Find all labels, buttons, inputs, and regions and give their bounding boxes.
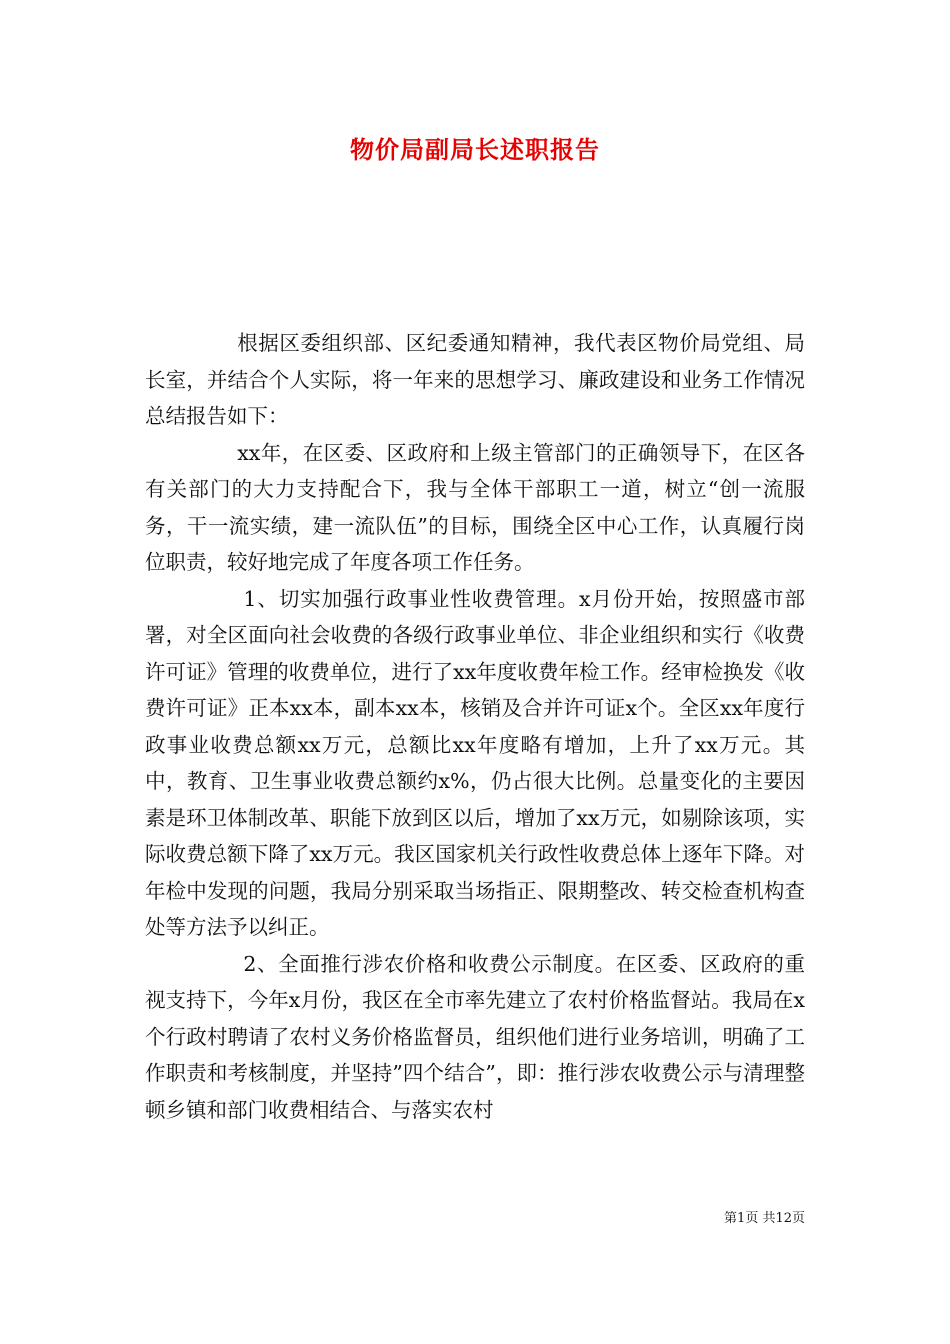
page-title [0, 130, 950, 165]
paragraph-item-1: 1、切实加强行政事业性收费管理。x月份开始，按照盛市部署，对全区面向社会收费的各级行政事业单位、非企业组织和实行《收费许可证》管理的收费单位，进行了xx年度收费年检工作。经审检换发《收费许可证》正本xx本，副本xx本，核销及合并许可证x个。全区xx年度行政事业收费总额xx万元，总额比xx年度略有增加，上升了xx万元。其中，教育、卫生事业收费总额约x%，仍占很大比例。总量变化的主要因素是环卫体制改革、职能下放到区以后，增加了xx万元，如剔除该项，实际收费总额下降了xx万元。我区国家机关行政性收费总体上逐年下降。对年检中发现的问题，我局分别采取当场指正、限期整改、转交检查机构查处等方法予以纠正。 [145, 586, 805, 939]
paragraph-item-2: 2、全面推行涉农价格和收费公示制度。在区委、区政府的重视支持下，今年x月份，我区在全市率先建立了农村价格监督站。我局在x个行政村聘请了农村义务价格监督员，组织他们进行业务培训，明确了工作职责和考核制度，并坚持”四个结合”，即：推行涉农收费公示与清理整顿乡镇和部门收费相结合、与落实农村 [145, 951, 805, 1122]
paragraph-summary: xx年，在区委、区政府和上级主管部门的正确领导下，在区各有关部门的大力支持配合下，我与全体干部职工一道，树立“创一流服务，干一流实绩，建一流队伍”的目标，围绕全区中心工作，认真履行岗位职责，较好地完成了年度各项工作任务。 [145, 440, 805, 574]
page-title-text: 物价局副局长述职报告 [350, 135, 600, 164]
document-body [145, 325, 805, 1128]
page-number: 第1页 共12页 [724, 1211, 805, 1226]
paragraph-intro: 根据区委组织部、区纪委通知精神，我代表区物价局党组、局长室，并结合个人实际，将一年来的思想学习、廉政建设和业务工作情况总结报告如下： [145, 331, 805, 428]
